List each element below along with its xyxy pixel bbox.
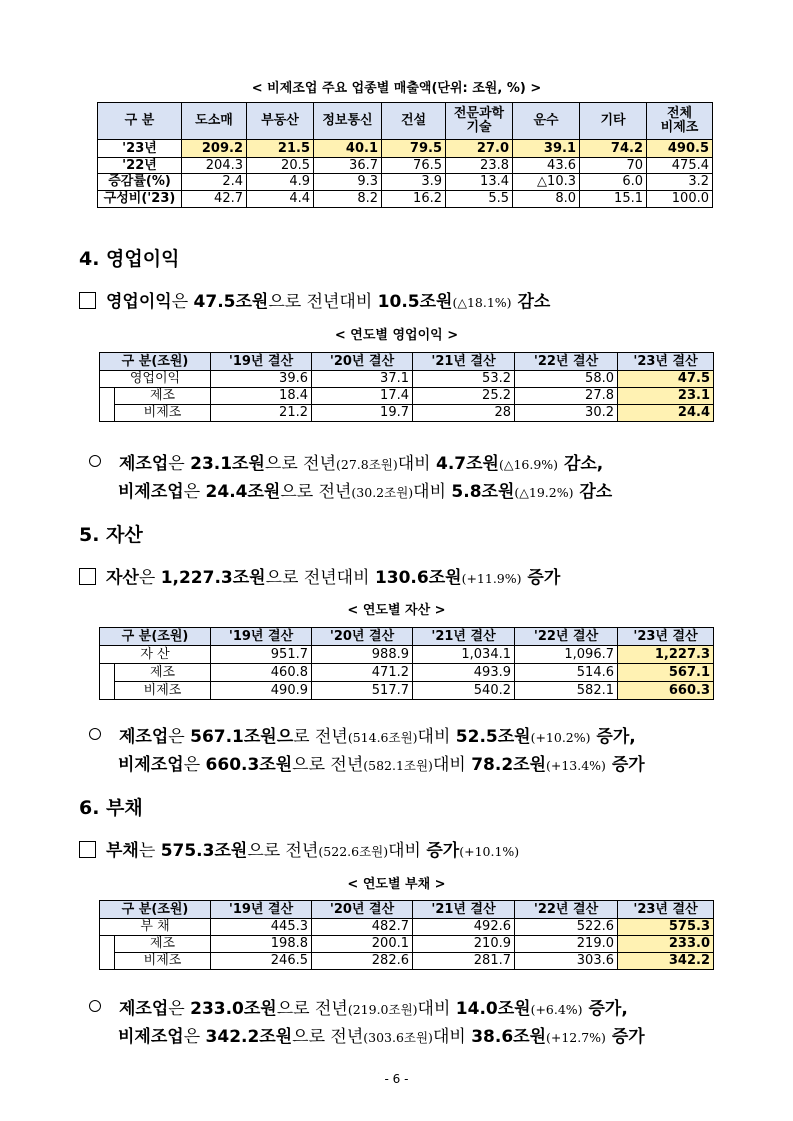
- sales-header: 부동산: [247, 103, 314, 140]
- section-heading: 6. 부채: [79, 797, 143, 819]
- cell: 70: [580, 158, 647, 174]
- cell: 233.0: [618, 936, 714, 953]
- sales-table: [97, 102, 713, 208]
- cell: 27.0: [446, 140, 513, 158]
- cell: 15.1: [580, 191, 647, 208]
- cell: 47.5: [618, 371, 714, 388]
- table-header: '21년 결산: [413, 901, 515, 919]
- table-header: '20년 결산: [312, 901, 413, 919]
- cell: 988.9: [312, 646, 413, 664]
- table-header: '22년 결산: [515, 353, 618, 371]
- sales-header: 건설: [382, 103, 446, 140]
- cell: 43.6: [513, 158, 580, 174]
- table-row: [100, 936, 714, 953]
- table-row: [98, 191, 713, 208]
- sales-header: 운수: [513, 103, 580, 140]
- cell: 20.5: [247, 158, 314, 174]
- table-header: 구 분(조원): [100, 353, 211, 371]
- summary-line: 영업이익은 47.5조원으로 전년대비 10.5조원(△18.1%) 감소: [79, 287, 550, 312]
- table-row: [100, 682, 714, 700]
- cell: 21.5: [247, 140, 314, 158]
- cell: 8.2: [314, 191, 382, 208]
- bullet-line: 비제조업은 342.2조원으로 전년(303.6조원)대비 38.6조원(+12.7%) 증가: [118, 1027, 645, 1047]
- cell: 575.3: [618, 919, 714, 936]
- section-heading: 4. 영업이익: [79, 248, 180, 270]
- row-label: 증감률(%): [98, 174, 182, 191]
- bullet-line: 비제조업은 660.3조원으로 전년(582.1조원)대비 78.2조원(+13.4%) 증가: [118, 755, 645, 775]
- row-label: 부 채: [100, 919, 211, 936]
- cell: 30.2: [515, 405, 618, 422]
- bullet-line: 제조업은 567.1조원으로 전년(514.6조원)대비 52.5조원(+10.2%) 증가,: [89, 722, 636, 747]
- row-label: 제조: [115, 388, 211, 405]
- cell: 493.9: [413, 664, 515, 682]
- table-header: '20년 결산: [312, 628, 413, 646]
- sales-header: 구 분: [98, 103, 182, 140]
- cell: 37.1: [312, 371, 413, 388]
- table-row: [100, 371, 714, 388]
- table-row: [100, 405, 714, 422]
- cell: 204.3: [182, 158, 247, 174]
- cell: 17.4: [312, 388, 413, 405]
- table-caption: < 연도별 부채 >: [347, 877, 446, 892]
- cell: 1,034.1: [413, 646, 515, 664]
- sales-header: 전문과학 기술: [446, 103, 513, 140]
- cell: 74.2: [580, 140, 647, 158]
- sales-header: 기타: [580, 103, 647, 140]
- bullet-circle-icon: [89, 1000, 101, 1012]
- sales-header: 정보통신: [314, 103, 382, 140]
- table-row: [100, 646, 714, 664]
- cell: 219.0: [515, 936, 618, 953]
- cell: 567.1: [618, 664, 714, 682]
- sales-header: 도소매: [182, 103, 247, 140]
- table-row: [100, 664, 714, 682]
- cell: 522.6: [515, 919, 618, 936]
- table-header: '19년 결산: [211, 901, 312, 919]
- cell: 517.7: [312, 682, 413, 700]
- table-header: '21년 결산: [413, 628, 515, 646]
- table-header: '19년 결산: [211, 353, 312, 371]
- cell: 342.2: [618, 953, 714, 970]
- operating-profit-table: [99, 352, 714, 422]
- cell: 200.1: [312, 936, 413, 953]
- cell: 540.2: [413, 682, 515, 700]
- cell: 13.4: [446, 174, 513, 191]
- cell: 39.1: [513, 140, 580, 158]
- row-label: 비제조: [115, 682, 211, 700]
- sales-header: 전체 비제조: [647, 103, 713, 140]
- bullet-line: 비제조업은 24.4조원으로 전년(30.2조원)대비 5.8조원(△19.2%) 감소: [118, 482, 613, 502]
- cell: 475.4: [647, 158, 713, 174]
- cell: 492.6: [413, 919, 515, 936]
- assets-table: [99, 627, 714, 700]
- table-caption: < 연도별 자산 >: [347, 603, 446, 618]
- cell: 19.7: [312, 405, 413, 422]
- page-number: - 6 -: [384, 1072, 409, 1086]
- table-row: [100, 919, 714, 936]
- table-header: '22년 결산: [515, 901, 618, 919]
- table-header: '22년 결산: [515, 628, 618, 646]
- table-header: '19년 결산: [211, 628, 312, 646]
- sales-table-caption: < 비제조업 주요 업종별 매출액(단위: 조원, %) >: [251, 81, 542, 96]
- row-label: 구성비('23): [98, 191, 182, 208]
- cell: 21.2: [211, 405, 312, 422]
- cell: 18.4: [211, 388, 312, 405]
- row-label: '23년: [98, 140, 182, 158]
- bullet-circle-icon: [89, 728, 101, 740]
- cell: 1,096.7: [515, 646, 618, 664]
- cell: 3.2: [647, 174, 713, 191]
- cell: 58.0: [515, 371, 618, 388]
- cell: 8.0: [513, 191, 580, 208]
- cell: 514.6: [515, 664, 618, 682]
- table-caption: < 연도별 영업이익 >: [334, 328, 459, 343]
- cell: 79.5: [382, 140, 446, 158]
- row-label: 비제조: [115, 405, 211, 422]
- table-header: '21년 결산: [413, 353, 515, 371]
- section-heading: 5. 자산: [79, 524, 143, 546]
- cell: 16.2: [382, 191, 446, 208]
- row-label: 비제조: [115, 953, 211, 970]
- table-row: [98, 158, 713, 174]
- cell: 445.3: [211, 919, 312, 936]
- cell: 660.3: [618, 682, 714, 700]
- cell: 5.5: [446, 191, 513, 208]
- cell: 303.6: [515, 953, 618, 970]
- summary-line: 부채는 575.3조원으로 전년(522.6조원)대비 증가(+10.1%): [79, 836, 519, 861]
- cell: 490.5: [647, 140, 713, 158]
- cell: 36.7: [314, 158, 382, 174]
- table-row: [100, 953, 714, 970]
- cell: 27.8: [515, 388, 618, 405]
- cell: 4.9: [247, 174, 314, 191]
- row-label: 영업이익: [100, 371, 211, 388]
- cell: 24.4: [618, 405, 714, 422]
- row-label: '22년: [98, 158, 182, 174]
- cell: 76.5: [382, 158, 446, 174]
- row-label: 제조: [115, 664, 211, 682]
- table-header: '20년 결산: [312, 353, 413, 371]
- bullet-line: 제조업은 23.1조원으로 전년(27.8조원)대비 4.7조원(△16.9%) 감소,: [89, 449, 603, 474]
- table-header: '23년 결산: [618, 628, 714, 646]
- cell: 198.8: [211, 936, 312, 953]
- cell: 210.9: [413, 936, 515, 953]
- cell: 39.6: [211, 371, 312, 388]
- cell: △10.3: [513, 174, 580, 191]
- cell: 28: [413, 405, 515, 422]
- checkbox-square-icon: [79, 292, 96, 309]
- cell: 282.6: [312, 953, 413, 970]
- cell: 23.1: [618, 388, 714, 405]
- table-row: [98, 140, 713, 158]
- checkbox-square-icon: [79, 841, 96, 858]
- cell: 246.5: [211, 953, 312, 970]
- cell: 2.4: [182, 174, 247, 191]
- table-row: [100, 388, 714, 405]
- cell: 3.9: [382, 174, 446, 191]
- bullet-line: 제조업은 233.0조원으로 전년(219.0조원)대비 14.0조원(+6.4%) 증가,: [89, 994, 628, 1019]
- cell: 582.1: [515, 682, 618, 700]
- cell: 951.7: [211, 646, 312, 664]
- cell: 460.8: [211, 664, 312, 682]
- cell: 482.7: [312, 919, 413, 936]
- bullet-circle-icon: [89, 455, 101, 467]
- table-header: '23년 결산: [618, 353, 714, 371]
- checkbox-square-icon: [79, 568, 96, 585]
- cell: 281.7: [413, 953, 515, 970]
- cell: 490.9: [211, 682, 312, 700]
- row-label: 자 산: [100, 646, 211, 664]
- cell: 6.0: [580, 174, 647, 191]
- cell: 1,227.3: [618, 646, 714, 664]
- cell: 100.0: [647, 191, 713, 208]
- row-label: 제조: [115, 936, 211, 953]
- cell: 25.2: [413, 388, 515, 405]
- table-row: [98, 174, 713, 191]
- cell: 9.3: [314, 174, 382, 191]
- table-header: '23년 결산: [618, 901, 714, 919]
- cell: 23.8: [446, 158, 513, 174]
- cell: 40.1: [314, 140, 382, 158]
- cell: 53.2: [413, 371, 515, 388]
- cell: 209.2: [182, 140, 247, 158]
- summary-line: 자산은 1,227.3조원으로 전년대비 130.6조원(+11.9%) 증가: [79, 563, 560, 588]
- cell: 4.4: [247, 191, 314, 208]
- table-header: 구 분(조원): [100, 901, 211, 919]
- liabilities-table: [99, 900, 714, 970]
- cell: 471.2: [312, 664, 413, 682]
- cell: 42.7: [182, 191, 247, 208]
- table-header: 구 분(조원): [100, 628, 211, 646]
